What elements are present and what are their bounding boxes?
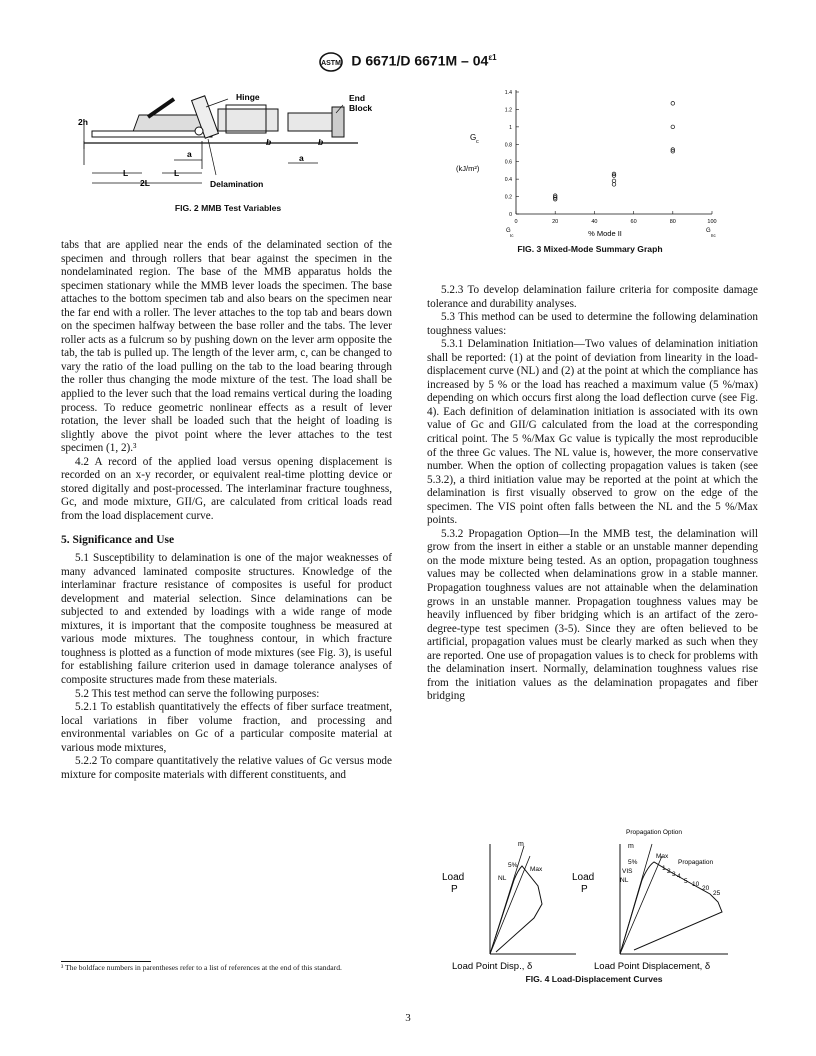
fig2-L2-label: L <box>174 168 180 178</box>
para-5-2: 5.2 This test method can serve the following purposes: <box>75 687 320 700</box>
fig2-hinge-label: Hinge <box>236 92 260 102</box>
fig2-2h-label: 2h <box>78 117 88 127</box>
fig3-y-tick-label: 1.2 <box>504 107 512 114</box>
fig3-xsub-left-g: G <box>506 228 511 234</box>
para-4-2: 4.2 A record of the applied load versus opening displacement is recorded on an x-y recorder, or equivalent real-time plotting device or stored digitally and post-processed. The interlaminar fracture toughness, Gc, and mode mixture, GII/G, are calculated from critical loads read from the load displacement curve. <box>61 455 392 522</box>
footnote-rule <box>61 961 151 962</box>
page-number: 3 <box>405 1012 411 1024</box>
lever-arm <box>148 99 174 117</box>
designation: D 6671/D 6671M – 04 <box>351 52 489 69</box>
fig2-b-label: b <box>266 137 272 147</box>
fig3-ylabel-units: (kJ/m²) <box>456 164 480 173</box>
fig3-y-tick-label: 1 <box>509 124 512 131</box>
fig3-y-tick-label: 1.4 <box>504 90 512 96</box>
fig4-right-xlabel: Load Point Displacement, δ <box>594 961 711 972</box>
fig4-left-m: m <box>518 841 524 848</box>
fig3-xsub-right-g: G <box>706 228 711 234</box>
astm-logo <box>319 52 343 72</box>
fig4-right-title: Propagation Option <box>626 829 683 836</box>
fig4-propagation-tick: 25 <box>713 890 721 897</box>
fig3-data-point <box>612 183 616 187</box>
fig4-propagation-tick: 3 <box>672 871 676 878</box>
fig2-block-label: Block <box>349 103 373 113</box>
fig3-y-tick-label: 0.8 <box>504 142 512 149</box>
fig3-y-tick-label: 0 <box>509 212 512 218</box>
right-specimen <box>288 113 338 131</box>
base-fixture <box>133 115 205 131</box>
para-5-2-2: 5.2.2 To compare quantitatively the relative values of Gc versus mode mixture for composite materials with different constituents, and <box>61 755 392 781</box>
fig4-left-p: P <box>451 884 458 895</box>
fig4-left-nl: NL <box>498 875 507 882</box>
document-header <box>0 52 816 72</box>
hinge-roller <box>195 127 203 135</box>
fig2-2L-label: 2L <box>140 178 150 188</box>
fig3-axes <box>505 90 717 225</box>
section-5-heading: 5. Significance and Use <box>61 534 175 547</box>
fig4-right-max: Max <box>656 853 669 860</box>
fig2-diagram <box>78 85 378 203</box>
left-para-1: tabs that are applied near the ends of the delaminated section of the specimen and through rollers that bear against the specimen in the nondelaminated region. The base of the MMB apparatus holds the specimen stationary while the MMB lever loads the specimen. The base attaches to the bottom specimen tab and also bears on the specimen near the far end with a roller. The lever attaches to the top tab and bears down on the specimen halfway between the base roller and the tabs. The lever roller acts as a fulcrum so by pushing down on the lever arm opposite the tab, the tab is pulled up. The length of the lever arm, c, can be changed to vary the ratio of the load pulling on the tab to the load bearing through the roller thus changing the mode mixture of the test. The load shall be applied to the lever such that the load remains vertical during the loading process. To reduce geometric nonlinear effects as a result of lever rotation, the lever shall be loaded such that the height of loading is slightly above the pivot point where the lever attaches to the test specimen (1, 2).³ <box>61 239 392 455</box>
fig4-propagation-ticks <box>662 865 721 897</box>
fig3-data-point <box>671 125 675 129</box>
fig4-left-5pct: 5% <box>508 862 518 869</box>
base-plate <box>92 131 212 137</box>
fig4-propagation-tick: 20 <box>702 885 710 892</box>
end-fixture <box>218 109 278 131</box>
para-5-3-2: 5.3.2 Propagation Option—In the MMB test, the delamination will grow from the insert in either a stable or an unstable manner depending on the mode mixture being tested. As an option, propagation toughness values may be collected when delaminations grow in a stable manner. Propagation toughness values are not attainable when the delamination grows in an unstable manner. Propagation toughness values may be heavily influenced by fiber bridging which is an artifact of the zero-degree-type test specimen (3-5). Since they are often believed to be artificial, propagation values must be clearly marked as such when they are reported. One use of propagation values is to check for problems with the delamination insert. Normally, delamination toughness values rise from the initiation values as the delamination propagates and fiber bridging <box>427 527 758 703</box>
fig3-x-tick-label: 0 <box>514 219 518 225</box>
fig3-xsub-left: Ic <box>510 233 514 238</box>
fig2-L-label: L <box>123 168 129 178</box>
fig2-end-label: End <box>349 93 366 103</box>
fig3-xlabel: % Mode II <box>588 229 622 238</box>
fig4-right-m: m <box>628 843 634 850</box>
fig4-left-xlabel: Load Point Disp., δ <box>452 961 533 972</box>
fig4-diagram <box>438 826 750 974</box>
fig4-left-load: Load <box>442 872 465 883</box>
designation-epsilon: ε1 <box>488 53 497 63</box>
fig4-right-5pct: 5% <box>628 859 638 866</box>
fig2-a-label: a <box>187 149 192 159</box>
fig4-propagation-tick: 2 <box>667 868 671 875</box>
fig2-caption: FIG. 2 MMB Test Variables <box>174 203 282 213</box>
fig3-data-point <box>612 179 616 183</box>
fig3-caption: FIG. 3 Mixed-Mode Summary Graph <box>517 244 663 254</box>
fig3-y-tick-label: 0.4 <box>504 177 512 184</box>
fig4-right-load: Load <box>572 872 595 883</box>
fig4-propagation-tick: 4 <box>677 873 681 880</box>
fig3-x-tick-label: 20 <box>552 219 559 225</box>
fig4-right-nl: NL <box>620 877 629 884</box>
fig4-right-plot <box>572 829 728 972</box>
fig3-ylabel-c: c <box>476 139 479 145</box>
fig3-x-tick-label: 60 <box>630 219 637 225</box>
fig4-propagation-tick: 5 <box>684 878 688 885</box>
fig3-data-point <box>671 102 675 106</box>
para-5-2-3: 5.2.3 To develop delamination failure criteria for composite damage tolerance and durability analyses. <box>427 284 758 310</box>
footnote: ³ The boldface numbers in parentheses refer to a list of references at the end of this standard. <box>61 963 342 972</box>
fig4-right-p: P <box>581 884 588 895</box>
fig3-x-tick-label: 40 <box>591 219 598 225</box>
end-block <box>332 107 344 137</box>
para-5-2-1: 5.2.1 To establish quantitatively the effects of fiber surface treatment, local variations in fiber volume fraction, and processing and environmental variables on Gc of a particular composite material at various mode mixtures, <box>61 701 392 754</box>
fig3-y-tick-label: 0.2 <box>504 194 512 201</box>
fig4-right-vis: VIS <box>622 868 633 875</box>
left-column <box>61 239 392 782</box>
fig3-x-tick-label: 100 <box>707 219 717 225</box>
para-5-1: 5.1 Susceptibility to delamination is one of the major weaknesses of many advanced laminated composite structures. Knowledge of the interlaminar fracture resistance of composites is useful for product development and material selection. Since delaminations can be subjected to and extended by loadings with a wide range of mode mixtures, it is important that the composite toughness be measured at various mode mixtures. The toughness contour, in which fracture toughness is plotted as a function of mode mixtures (see Fig. 3), is useful for establishing failure criterion used in damage tolerance analyses of composite structures made from these materials. <box>61 552 392 686</box>
fig4-caption: FIG. 4 Load-Displacement Curves <box>525 974 663 984</box>
fig2-delamination-label: Delamination <box>210 179 264 189</box>
fig2-b2-label: b <box>318 137 324 147</box>
fig3-x-tick-label: 80 <box>669 219 676 225</box>
right-column <box>427 284 758 704</box>
svg-text:ASTM: ASTM <box>321 60 342 67</box>
fig3-ylabel-g: G <box>470 133 477 142</box>
fig3-xsub-right: IIc <box>711 233 716 238</box>
fig3-chart <box>440 82 740 244</box>
fig4-right-curve <box>620 862 722 954</box>
para-5-3-1: 5.3.1 Delamination Initiation—Two values of delamination initiation shall be reported: (1) at the point of deviation from linearity in the load-displacement curve (NL) and (2) at the point at which the compliance has increased by 5 % or the load has reached a maximum value (5 %/max) depending on which occurs first along the load deflection curve (see Fig. 4). Each definition of delamination initiation is associated with its own value of Gc and GII/G calculated from the load at the corresponding critical point. The 5 %/Max Gc value is typically the most reproducible of the three Gc values. The NL value is, however, the more conservative number. When the option of collecting propagation values is taken (see 5.3.2), a third initiation value may be reported at the point at which the delamination is first visually observed to grow on the edge of the specimen. The VIS point often falls between the NL and the 5 %/Max points. <box>427 338 758 527</box>
fig3-y-tick-label: 0.6 <box>504 159 512 166</box>
fig4-propagation-tick: 10 <box>692 881 700 888</box>
fig4-right-propagation: Propagation <box>678 859 714 866</box>
fig4-left-max: Max <box>530 866 543 873</box>
para-5-3: 5.3 This method can be used to determine the following delamination toughness values: <box>427 311 758 337</box>
fig2-a2-label: a <box>299 153 304 163</box>
fig3-points <box>553 102 674 201</box>
fig4-propagation-tick: 1 <box>662 865 666 872</box>
fig4-left-plot <box>442 841 576 972</box>
